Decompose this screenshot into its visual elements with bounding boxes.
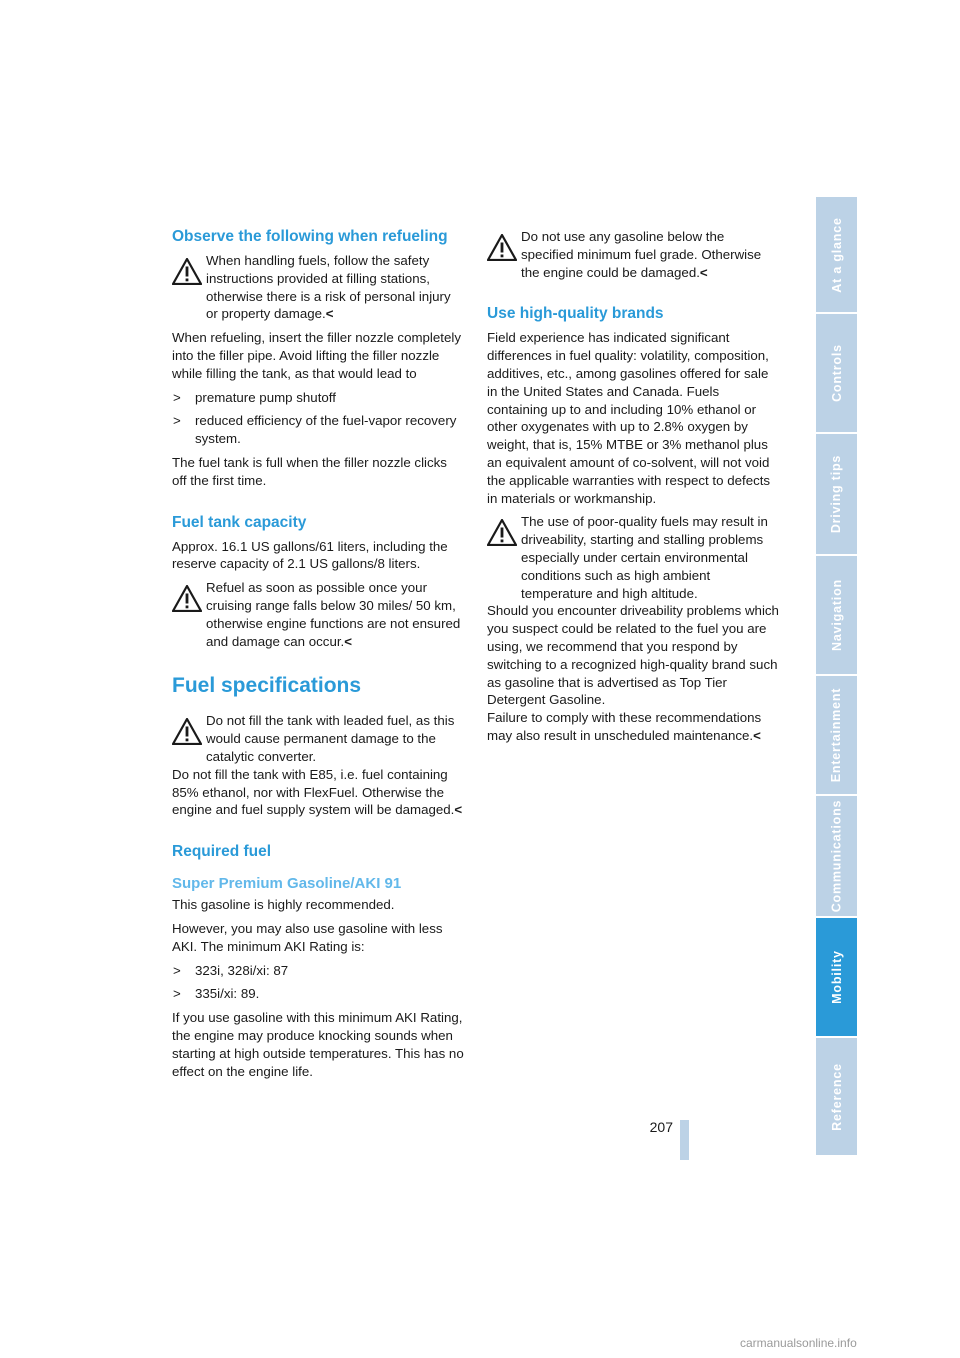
warning-block bbox=[487, 228, 779, 281]
warning-triangle-icon bbox=[172, 585, 202, 612]
warning-block bbox=[172, 712, 464, 819]
right-column bbox=[487, 228, 779, 745]
chapter-tabs bbox=[816, 197, 857, 1157]
left-column bbox=[172, 228, 464, 1080]
paragraph: However, you may also use gasoline with less AKI. The minimum AKI Rating is: bbox=[172, 920, 443, 954]
watermark: carmanualsonline.info bbox=[740, 1336, 857, 1350]
warning-triangle-icon bbox=[487, 519, 517, 546]
paragraph: Field experience has indicated significant differences in fuel quality: volatility, composition, additives, etc., among gasolines offered for sale in the United States and Canada. Fuels containing up to and including 10% ethanol or other oxygenates with up to 2.8% oxygen by weight, that is, 15% MTBE or 3% methanol plus an equivalent amount of co-solvent, will not void the applicable warranties with respect to defects in materials or workmanship. bbox=[487, 330, 771, 506]
tab-navigation[interactable]: Navigation bbox=[816, 556, 857, 674]
tab-controls[interactable]: Controls bbox=[816, 314, 857, 432]
warning-text: The use of poor-quality fuels may result in driveability, starting and stalling problems especially under certain environmental conditions such as high ambient temperature and high altitude. bbox=[521, 514, 768, 601]
tab-mobility[interactable]: Mobility bbox=[816, 918, 857, 1036]
list-item: > reduced efficiency of the fuel-vapor recovery system. bbox=[173, 413, 457, 447]
paragraph: This gasoline is highly recommended. bbox=[172, 897, 395, 913]
warning-text: Do not fill the tank with leaded fuel, as this would cause permanent damage to the catalytic converter. bbox=[206, 713, 455, 764]
warning-block bbox=[172, 579, 464, 650]
warning-triangle-icon bbox=[487, 234, 517, 261]
tab-communications[interactable]: Communications bbox=[816, 796, 857, 916]
tab-reference[interactable]: Reference bbox=[816, 1038, 857, 1155]
warning-text: When handling fuels, follow the safety instructions provided at filling stations, otherwise there is a risk of personal injury or property damage.< bbox=[206, 253, 451, 322]
paragraph: When refueling, insert the filler nozzle completely into the filler pipe. Avoid lifting the filler nozzle while filling the tank, as that would lead to bbox=[172, 330, 461, 381]
heading-capacity: Fuel tank capacity bbox=[172, 513, 307, 531]
heading-brands: Use high-quality brands bbox=[487, 305, 664, 323]
warning-text: Failure to comply with these recommendations may also result in unscheduled maintenance.< bbox=[487, 710, 762, 743]
warning-text: Do not use any gasoline below the specified minimum fuel grade. Otherwise the engine could be damaged.< bbox=[521, 229, 762, 280]
warning-triangle-icon bbox=[172, 258, 202, 285]
heading-refueling: Observe the following when refueling bbox=[172, 228, 448, 245]
page-number: 207 bbox=[649, 1119, 673, 1135]
heading-super-premium: Super Premium Gasoline/AKI 91 bbox=[172, 875, 402, 893]
warning-text: Refuel as soon as possible once your cruising range falls below 30 miles/ 50 km, otherwise engine functions are not ensured and damage can occur.< bbox=[206, 580, 461, 649]
warning-text: Do not fill the tank with E85, i.e. fuel containing 85% ethanol, nor with FlexFuel. Otherwise the engine and fuel supply system will be damaged.< bbox=[172, 766, 463, 818]
heading-required-fuel: Required fuel bbox=[172, 843, 272, 861]
list-item: > 335i/xi: 89. bbox=[173, 986, 260, 1002]
warning-triangle-icon bbox=[172, 718, 202, 745]
tab-at-a-glance[interactable]: At a glance bbox=[816, 197, 857, 312]
page-number-bar bbox=[680, 1120, 689, 1160]
heading-fuel-specifications: Fuel specifications bbox=[172, 674, 362, 698]
list-item: > premature pump shutoff bbox=[173, 389, 336, 405]
tab-entertainment[interactable]: Entertainment bbox=[816, 676, 857, 794]
tab-driving-tips[interactable]: Driving tips bbox=[816, 434, 857, 554]
list-item: > 323i, 328i/xi: 87 bbox=[173, 962, 289, 978]
warning-text: Should you encounter driveability problems which you suspect could be related to the fuel you are using, we recommend that you respond by switching to a recognized high-quality brand such as gasoline that is advertised as Top Tier Detergent Gasoline. bbox=[487, 603, 779, 708]
paragraph: If you use gasoline with this minimum AKI Rating, the engine may produce knocking sounds when starting at high outside temperatures. This has no effect on the engine life. bbox=[172, 1010, 464, 1079]
warning-block bbox=[172, 252, 464, 323]
paragraph: The fuel tank is full when the filler nozzle clicks off the first time. bbox=[172, 454, 447, 488]
warning-block bbox=[487, 513, 779, 744]
paragraph: Approx. 16.1 US gallons/61 liters, including the reserve capacity of 2.1 US gallons/8 liters. bbox=[172, 538, 448, 572]
